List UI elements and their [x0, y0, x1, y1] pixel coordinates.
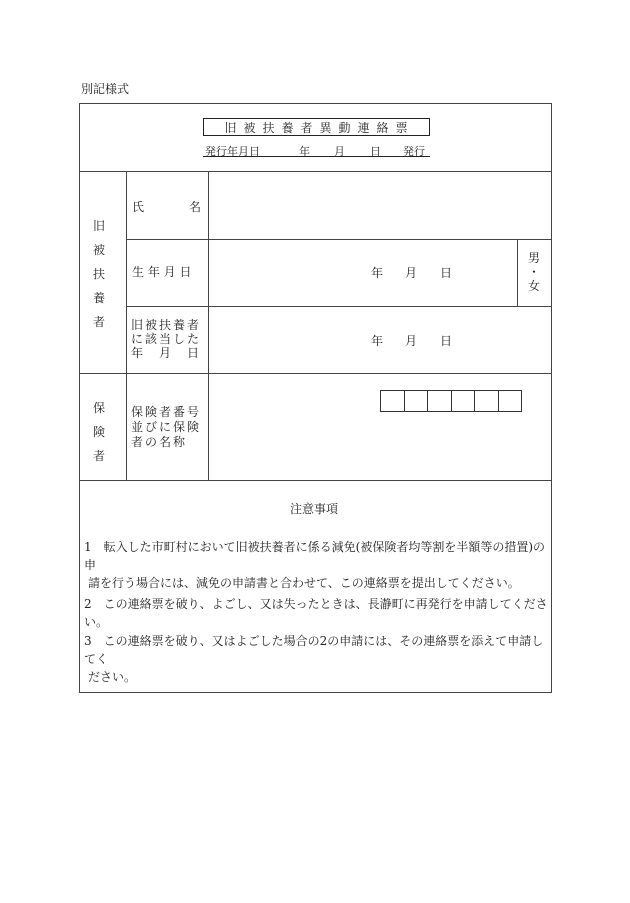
insurer-number-digit[interactable]: [475, 391, 499, 411]
divider-insurer: [80, 480, 551, 481]
divider-sex-col: [517, 239, 518, 306]
form-title: 旧被扶養者異動連絡票: [203, 118, 430, 136]
sex-male[interactable]: 男: [528, 251, 541, 265]
divider-dependent: [80, 373, 551, 374]
birth-day-label: 日: [440, 266, 453, 280]
applicable-day-label: 日: [440, 334, 453, 348]
issue-year-label: 年: [299, 145, 310, 158]
insurer-section-label: 保 険 者: [93, 401, 106, 463]
insurer-number-digit[interactable]: [428, 391, 452, 411]
name-field[interactable]: [210, 175, 548, 235]
birth-year-label: 年: [371, 266, 384, 280]
insurer-number-digit[interactable]: [381, 391, 405, 411]
former-dependent-section-label: 旧 被 扶 養 者: [93, 219, 106, 329]
divider-label-col: [208, 171, 209, 480]
sex-separator: ・: [528, 265, 541, 279]
name-label-2: 名: [189, 200, 202, 214]
divider-name: [126, 239, 551, 240]
issue-month-label: 月: [334, 145, 345, 158]
sex-selector[interactable]: [528, 251, 540, 293]
applicable-date-label: 旧被扶養者 に該当した 年 月 日: [131, 318, 202, 360]
note-item-3: 3 この連絡票を破り、又はよごした場合の2の申請には、その連絡票を添えて申請してく ださい。: [84, 634, 544, 684]
notes-title: 注意事項: [290, 502, 339, 516]
form-label: 別記様式: [81, 82, 130, 96]
note-item-1: 1 転入した市町村において旧被扶養者に係る減免(被保険者均等割を半額等の措置)の申 請を行う場合には、減免の申請書と合わせて、この連絡票を提出してください。: [84, 540, 546, 590]
divider-birth: [126, 306, 551, 307]
insurer-name-field[interactable]: [210, 418, 548, 476]
note-item-2: 2 この連絡票を破り、よごし、又は失ったときは、長瀞町に再発行を申請してください。: [84, 597, 548, 629]
insurer-number-boxes[interactable]: [380, 390, 522, 412]
divider-header: [80, 171, 551, 172]
issue-suffix: 発行: [403, 145, 425, 158]
name-label-1: 氏: [132, 200, 145, 214]
issue-date-label: 発行年月日: [205, 145, 260, 158]
insurer-number-digit[interactable]: [499, 391, 522, 411]
applicable-month-label: 月: [405, 334, 418, 348]
applicable-year-label: 年: [371, 334, 384, 348]
sex-female[interactable]: 女: [528, 279, 541, 293]
insurer-number-digit[interactable]: [452, 391, 476, 411]
birth-date-field[interactable]: [210, 242, 510, 302]
birth-date-label: 生 年 月 日: [132, 265, 192, 279]
insurer-number-digit[interactable]: [405, 391, 429, 411]
divider-section-col: [126, 171, 127, 480]
insurer-label: 保険者番号 並びに保険 者の名称: [131, 405, 202, 449]
issue-day-label: 日: [370, 145, 381, 158]
birth-month-label: 月: [405, 266, 418, 280]
issue-date-row: [203, 141, 430, 157]
